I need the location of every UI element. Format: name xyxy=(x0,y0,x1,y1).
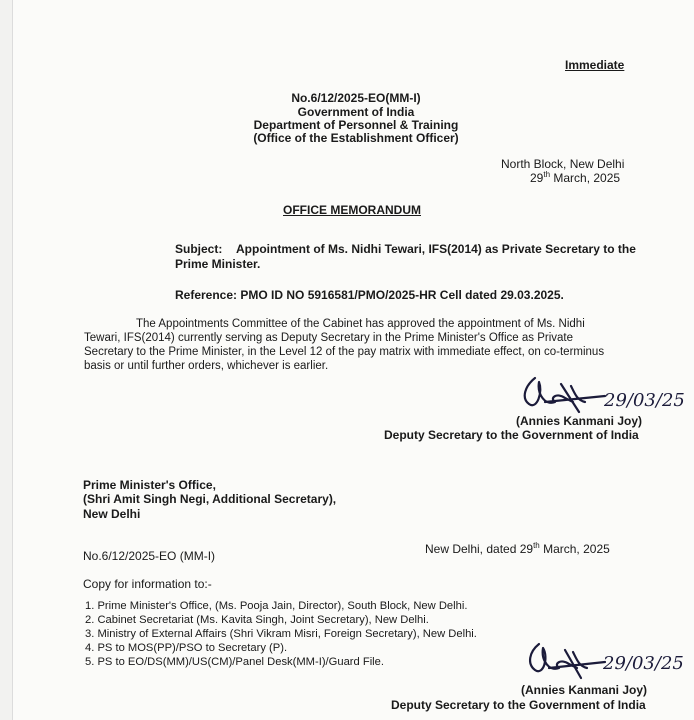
signature-2-name: (Annies Kanmani Joy) xyxy=(521,683,648,697)
signature-2-date: 29/03/25 xyxy=(603,653,684,674)
subject-line-1: Appointment of Ms. Nidhi Tewari, IFS(2014) as Private Secretary to the xyxy=(236,242,636,256)
copy-list-item-2: 2. Cabinet Secretariat (Ms. Kavita Singh, Joint Secretary), New Delhi. xyxy=(85,614,429,626)
copy-list-item-1: 1. Prime Minister's Office, (Ms. Pooja Jain, Director), South Block, New Delhi. xyxy=(85,600,468,612)
signature-2-scribble xyxy=(521,638,611,686)
office-name: (Office of the Establishment Officer) xyxy=(253,131,459,145)
addressee-line-3: New Delhi xyxy=(83,507,141,521)
memo-date: 29th March, 2025 xyxy=(530,170,621,185)
memo-title: OFFICE MEMORANDUM xyxy=(283,203,421,217)
copy-dated: New Delhi, dated 29th March, 2025 xyxy=(425,541,610,556)
signature-1-designation: Deputy Secretary to the Government of India xyxy=(384,428,639,442)
subject-line-2: Prime Minister. xyxy=(175,257,261,271)
addressee-line-1: Prime Minister's Office, xyxy=(83,478,216,492)
copy-list-item-4: 4. PS to MOS(PP)/PSO to Secretary (P). xyxy=(85,642,288,654)
file-number: No.6/12/2025-EO(MM-I) xyxy=(291,91,421,105)
place-text: North Block, New Delhi xyxy=(501,157,625,171)
addressee-line-2: (Shri Amit Singh Negi, Additional Secretary), xyxy=(83,492,337,506)
body-line-2: Tewari, IFS(2014) currently serving as Deputy Secretary in the Prime Minister's Office as Private xyxy=(84,332,573,344)
department-name: Department of Personnel & Training xyxy=(253,118,459,132)
subject-label: Subject: xyxy=(175,242,223,256)
priority-label: Immediate xyxy=(565,58,625,72)
signature-1-date: 29/03/25 xyxy=(604,390,685,411)
copy-list-item-3: 3. Ministry of External Affairs (Shri Vikram Misri, Foreign Secretary), New Delhi. xyxy=(85,628,477,640)
signature-2-designation: Deputy Secretary to the Government of India xyxy=(391,698,646,712)
copy-file-number: No.6/12/2025-EO (MM-I) xyxy=(83,549,216,563)
government-name: Government of India xyxy=(297,105,415,119)
copy-intro: Copy for information to:- xyxy=(83,577,212,591)
body-line-3: Secretary to the Prime Minister, in the Level 12 of the pay matrix with immediate effect, on co-terminus xyxy=(84,346,605,358)
body-line-4: basis or until further orders, whichever is earlier. xyxy=(84,360,329,372)
reference-line: Reference: PMO ID NO 5916581/PMO/2025-HR Cell dated 29.03.2025. xyxy=(175,288,564,302)
signature-1-name: (Annies Kanmani Joy) xyxy=(516,414,643,428)
copy-list-item-5: 5. PS to EO/DS(MM)/US(CM)/Panel Desk(MM-I)/Guard File. xyxy=(85,656,384,668)
body-line-1: The Appointments Committee of the Cabinet has approved the appointment of Ms. Nidhi xyxy=(136,318,585,330)
memo-page xyxy=(12,0,694,720)
